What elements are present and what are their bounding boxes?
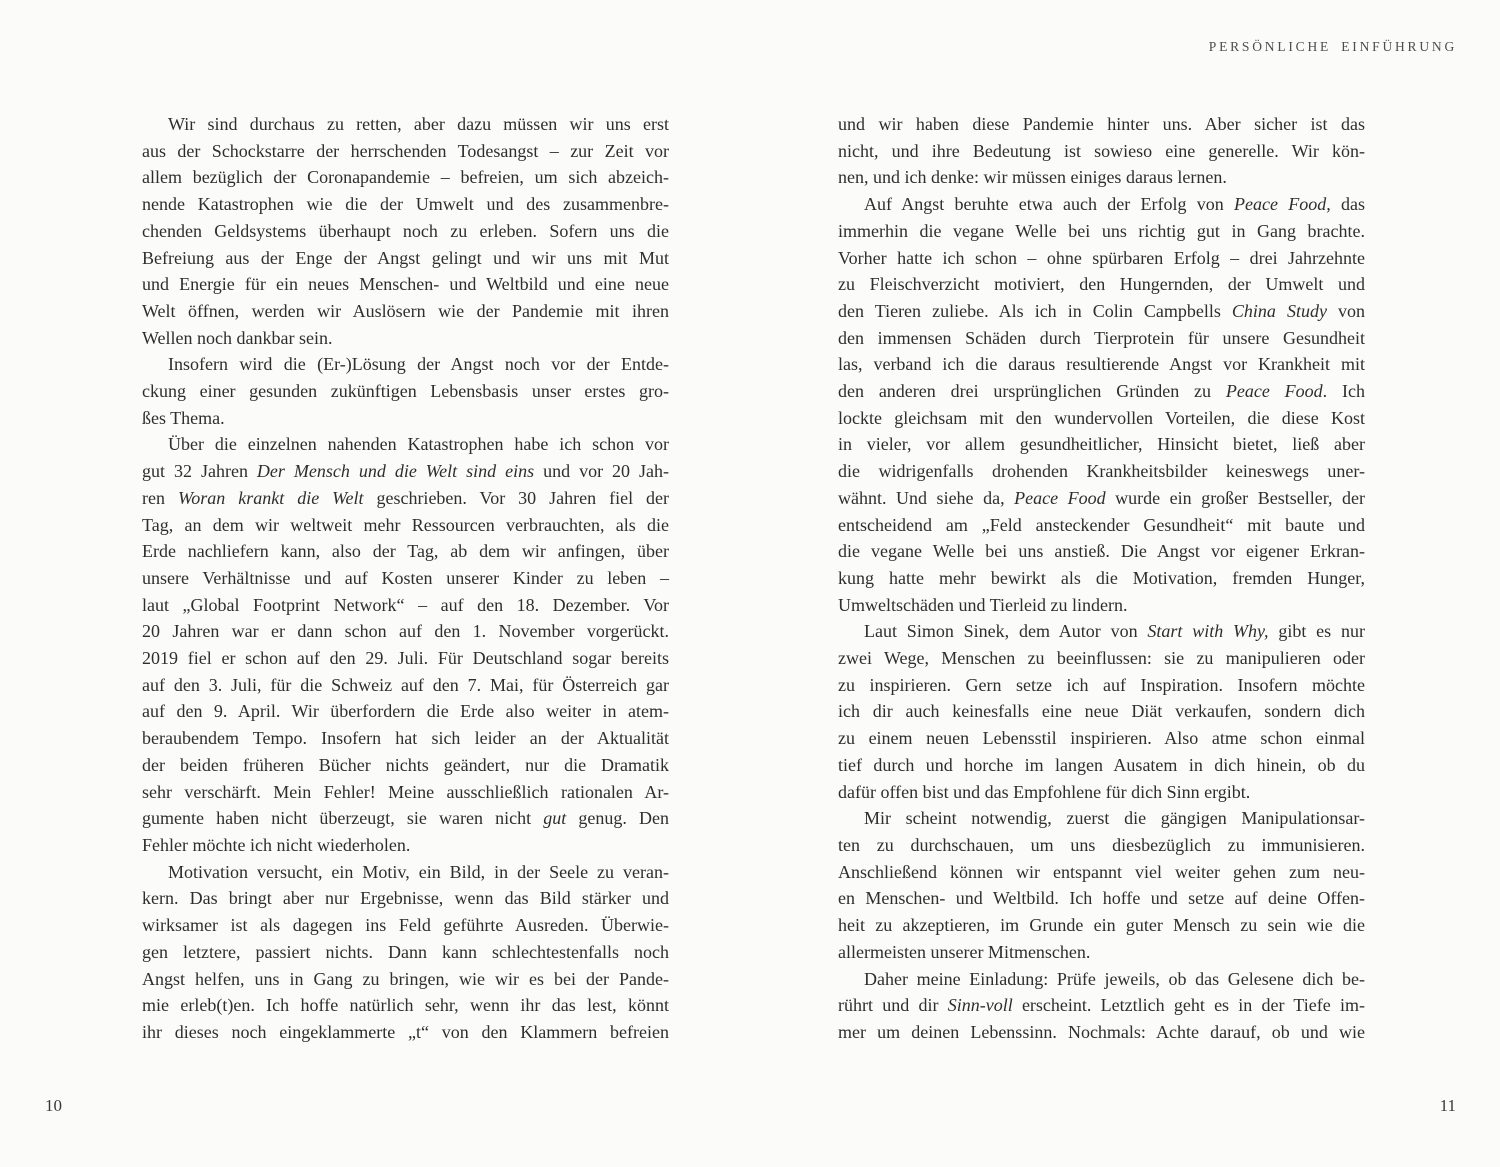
text-line: wirksamer ist als dagegen ins Feld geführte Ausreden. Überwie-	[142, 915, 669, 936]
text-line: auf den 3. Juli, für die Schweiz auf den 7. Mai, für Österreich gar	[142, 674, 669, 695]
text-line: las, verband ich die daraus resultierende Angst vor Krankheit mit	[838, 354, 1365, 375]
text-line: Über die einzelnen nahenden Katastrophen habe ich schon vor	[168, 434, 669, 455]
text-line: wähnt. Und siehe da, Peace Food wurde ein großer Bestseller, der	[838, 487, 1365, 508]
text-line: allermeisten unserer Mitmenschen.	[838, 941, 1091, 962]
text-line: zu Fleischverzicht motiviert, den Hungernden, der Umwelt und	[838, 274, 1365, 295]
text-line: nicht, und ihre Bedeutung ist sowieso eine generelle. Wir kön-	[838, 140, 1365, 161]
text-line: laut „Global Footprint Network“ – auf den 18. Dezember. Vor	[142, 594, 669, 615]
text-line: Mir scheint notwendig, zuerst die gängigen Manipulationsar-	[864, 808, 1365, 829]
text-line: Vorher hatte ich schon – ohne spürbaren Erfolg – drei Jahrzehnte	[838, 247, 1365, 268]
text-line: die widrigenfalls drohenden Krankheitsbilder keineswegs uner-	[838, 461, 1365, 482]
text-line: die vegane Welle bei uns anstieß. Die Angst vor eigener Erkran-	[838, 541, 1365, 562]
text-line: tief durch und horche im langen Ausatem in dich hinein, ob du	[838, 754, 1365, 775]
text-line: heit zu akzeptieren, im Grunde ein guter Mensch zu sein wie die	[838, 915, 1365, 936]
text-line: Welt öffnen, werden wir Auslösern wie der Pandemie mit ihren	[142, 300, 669, 321]
italic-book-title: Peace Food	[1014, 487, 1106, 508]
text-line: ten zu durchschauen, um uns diesbezüglich zu immunisieren.	[838, 834, 1365, 855]
text-line: beraubendem Tempo. Insofern hat sich leider an der Aktualität	[142, 728, 669, 749]
text-line: en Menschen- und Weltbild. Ich hoffe und setze auf deine Offen-	[838, 888, 1365, 909]
text-line: mer um deinen Lebenssinn. Nochmals: Achte darauf, ob und wie	[838, 1021, 1365, 1042]
text-line: entscheidend am „Feld ansteckender Gesundheit“ mit baute und	[838, 514, 1365, 535]
text-line: 20 Jahren war er dann schon auf den 1. November vorgerückt.	[142, 621, 669, 642]
italic-book-title: Der Mensch und die Welt sind eins	[256, 461, 535, 482]
text-line: ren Woran krankt die Welt geschrieben. Vor 30 Jahren fiel der	[142, 487, 670, 508]
text-line: Anschließend können wir entspannt viel weiter gehen zum neu-	[838, 861, 1365, 882]
text-line: den Tieren zuliebe. Als ich in Colin Campbells China Study von	[838, 300, 1366, 321]
page-right-text-column	[838, 111, 1365, 1046]
text-line: Angst helfen, uns in Gang zu bringen, wie wir es bei der Pande-	[142, 968, 669, 989]
text-line: Auf Angst beruhte etwa auch der Erfolg von Peace Food, das	[864, 194, 1366, 215]
text-line: Wellen noch dankbar sein.	[142, 327, 333, 348]
text-line: den immensen Schäden durch Tierprotein für unsere Gesundheit	[838, 327, 1365, 348]
text-line: ich dir auch keinesfalls eine neue Diät verkaufen, sondern dich	[838, 701, 1365, 722]
text-line: sehr verschärft. Mein Fehler! Meine ausschließlich rationalen Ar-	[142, 781, 669, 802]
text-line: lockte gleichsam mit den wundervollen Vorteilen, die diese Kost	[838, 407, 1365, 428]
text-line: und wir haben diese Pandemie hinter uns. Aber sicher ist das	[838, 114, 1365, 134]
text-line: den anderen drei ursprünglichen Gründen zu Peace Food. Ich	[838, 381, 1365, 402]
text-line: Umweltschäden und Tierleid zu lindern.	[838, 594, 1128, 615]
italic-book-title: Woran krankt die Welt	[177, 487, 364, 508]
italic-book-title: China Study	[1231, 300, 1327, 321]
text-line: zwei Wege, Menschen zu beeinflussen: sie zu manipulieren oder	[838, 648, 1365, 669]
text-line: dafür offen bist und das Empfohlene für dich Sinn ergibt.	[838, 781, 1251, 802]
italic-book-title: Peace Food,	[1234, 194, 1331, 215]
text-line: Befreiung aus der Enge der Angst gelingt und wir uns mit Mut	[142, 247, 669, 268]
text-line: nen, und ich denke: wir müssen einiges daraus lernen.	[838, 167, 1227, 188]
text-line: der beiden früheren Bücher nichts geändert, nur die Dramatik	[142, 754, 669, 775]
page-number-right: 11	[1439, 1096, 1456, 1115]
text-line: allem bezüglich der Coronapandemie – befreien, um sich abzeich-	[142, 167, 669, 188]
italic-book-title: Sinn-voll	[947, 995, 1013, 1016]
text-line: mie erleb(t)en. Ich hoffe natürlich sehr, wenn ihr das lest, könnt	[142, 995, 669, 1016]
italic-book-title: Start with Why,	[1147, 621, 1269, 642]
text-line: Erde nachliefern kann, also der Tag, ab dem wir anfingen, über	[142, 541, 669, 562]
text-line: chenden Geldsystems überhaupt noch zu erleben. Sofern uns die	[142, 220, 669, 241]
text-line: Tag, an dem wir weltweit mehr Ressourcen verbrauchten, als die	[142, 514, 669, 535]
text-line: Laut Simon Sinek, dem Autor von Start with Why, gibt es nur	[864, 621, 1365, 642]
text-line: Wir sind durchaus zu retten, aber dazu müssen wir uns erst	[168, 114, 669, 134]
text-line: 2019 fiel er schon auf den 29. Juli. Für Deutschland sogar bereits	[142, 648, 669, 669]
text-line: unsere Verhältnisse und auf Kosten unserer Kinder zu leben –	[142, 567, 669, 588]
text-line: Insofern wird die (Er-)Lösung der Angst noch vor der Entde-	[168, 354, 669, 375]
italic-book-title: gut	[543, 808, 567, 829]
text-line: zu inspirieren. Gern setze ich auf Inspiration. Insofern möchte	[838, 674, 1365, 695]
text-line: auf den 9. April. Wir überfordern die Erde also weiter in atem-	[142, 701, 669, 722]
text-line: kung hatte mehr bewirkt als die Motivation, fremden Hunger,	[838, 567, 1365, 588]
text-line: ßes Thema.	[142, 407, 225, 428]
text-line: gumente haben nicht überzeugt, sie waren nicht gut genug. Den	[142, 808, 669, 829]
text-line: Fehler möchte ich nicht wiederholen.	[142, 834, 411, 855]
text-line: ckung einer gesunden zukünftigen Lebensbasis unser erstes gro-	[142, 381, 669, 402]
text-line: zu einem neuen Lebensstil inspirieren. Also atme schon einmal	[838, 728, 1365, 749]
text-line: kern. Das bringt aber nur Ergebnisse, wenn das Bild stärker und	[142, 888, 669, 909]
text-line: aus der Schockstarre der herrschenden Todesangst – zur Zeit vor	[142, 140, 669, 161]
italic-book-title: Peace Food	[1225, 381, 1323, 402]
text-line: ihr dieses noch eingeklammerte „t“ von den Klammern befreien	[142, 1021, 669, 1042]
text-line: in vieler, vor allem gesundheitlicher, Hinsicht bietet, ließ aber	[838, 434, 1365, 455]
text-line: und Energie für ein neues Menschen- und Weltbild und eine neue	[142, 274, 669, 295]
text-line: gut 32 Jahren Der Mensch und die Welt sind eins und vor 20 Jah-	[142, 461, 670, 482]
text-line: Motivation versucht, ein Motiv, ein Bild, in der Seele zu veran-	[168, 861, 669, 882]
text-line: gen letztere, passiert nichts. Dann kann schlechtestenfalls noch	[142, 941, 669, 962]
page-number-left: 10	[45, 1096, 62, 1115]
text-line: nende Katastrophen wie die der Umwelt und des zusammenbre-	[142, 194, 669, 215]
text-line: Daher meine Einladung: Prüfe jeweils, ob das Gelesene dich be-	[864, 968, 1365, 989]
page-left-text-column	[142, 111, 669, 1046]
text-line: rührt und dir Sinn-voll erscheint. Letztlich geht es in der Tiefe im-	[838, 995, 1366, 1016]
text-line: immerhin die vegane Welle bei uns richtig gut in Gang brachte.	[838, 220, 1365, 241]
running-head: PERSÖNLICHE EINFÜHRUNG	[1208, 39, 1457, 54]
